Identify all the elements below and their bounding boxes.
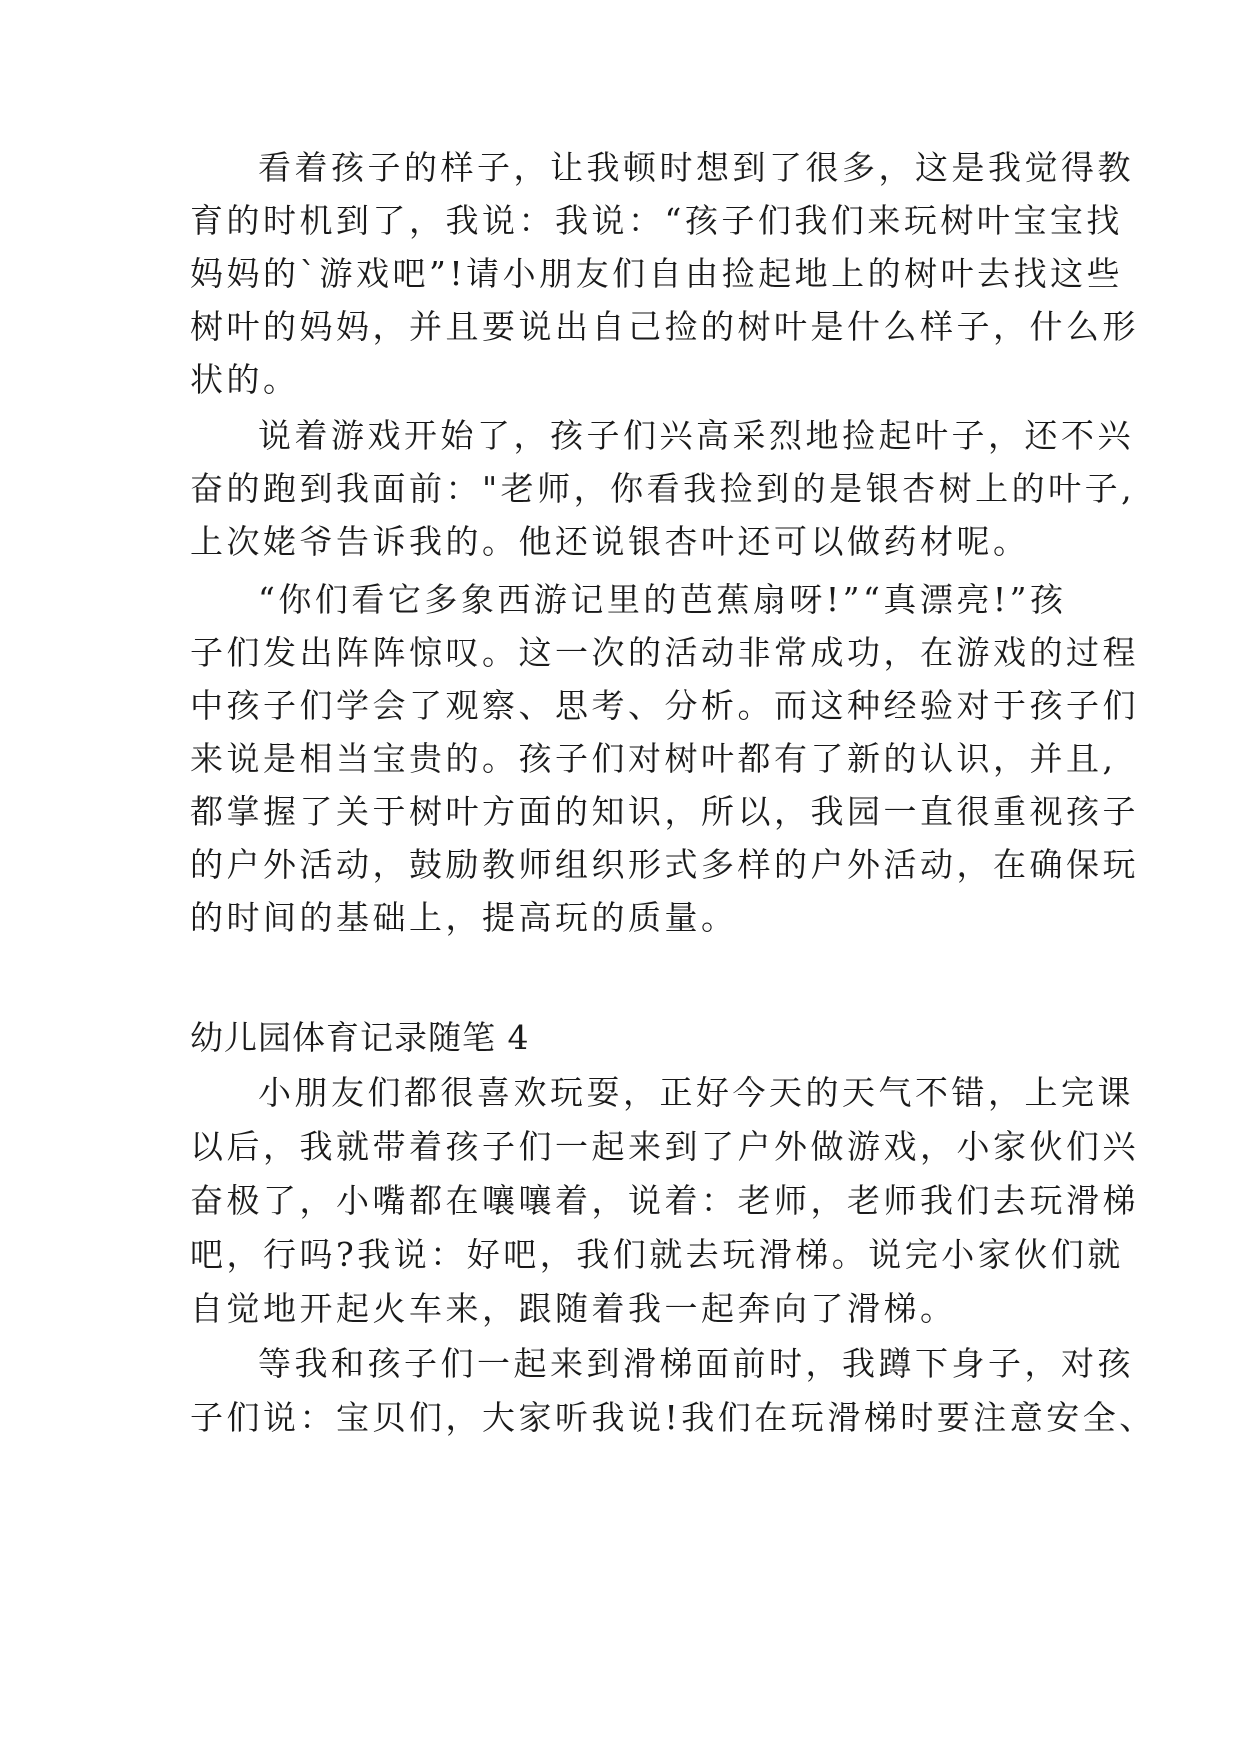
text-line: 树叶的妈妈，并且要说出自己捡的树叶是什么样子，什么形 bbox=[190, 307, 1139, 346]
text-line: 子们说：宝贝们，大家听我说!我们在玩滑梯时要注意安全、 bbox=[190, 1398, 1156, 1437]
text-line: 中孩子们学会了观察、思考、分析。而这种经验对于孩子们 bbox=[190, 686, 1139, 725]
text-line: 都掌握了关于树叶方面的知识，所以，我园一直很重视孩子 bbox=[190, 792, 1139, 831]
text-line: 育的时机到了，我说：我说：“孩子们我们来玩树叶宝宝找 bbox=[190, 201, 1123, 240]
text-line: 小朋友们都很喜欢玩耍，正好今天的天气不错，上完课 bbox=[258, 1073, 1134, 1112]
text-line: “你们看它多象西游记里的芭蕉扇呀!”“真漂亮!”孩 bbox=[258, 580, 1067, 619]
text-line: 来说是相当宝贵的。孩子们对树叶都有了新的认识，并且, bbox=[190, 739, 1117, 778]
text-line: 吧，行吗?我说：好吧，我们就去玩滑梯。说完小家伙们就 bbox=[190, 1235, 1124, 1274]
text-line: 看着孩子的样子，让我顿时想到了很多，这是我觉得教 bbox=[258, 148, 1134, 187]
text-line: 子们发出阵阵惊叹。这一次的活动非常成功，在游戏的过程 bbox=[190, 633, 1139, 672]
text-line: 奋极了，小嘴都在嚷嚷着，说着：老师，老师我们去玩滑梯 bbox=[190, 1181, 1139, 1220]
text-line: 上次姥爷告诉我的。他还说银杏叶还可以做药材呢。 bbox=[190, 522, 1030, 561]
text-line: 以后，我就带着孩子们一起来到了户外做游戏，小家伙们兴 bbox=[190, 1127, 1139, 1166]
text-line: 的户外活动，鼓励教师组织形式多样的户外活动，在确保玩 bbox=[190, 845, 1139, 884]
text-line: 说着游戏开始了，孩子们兴高采烈地捡起叶子，还不兴 bbox=[258, 416, 1134, 455]
section-heading: 幼儿园体育记录随笔 4 bbox=[190, 1018, 530, 1057]
text-line: 妈妈的`游戏吧”!请小朋友们自由捡起地上的树叶去找这些 bbox=[190, 254, 1124, 293]
text-line: 奋的跑到我面前："老师，你看我捡到的是银杏树上的叶子, bbox=[190, 469, 1136, 508]
text-line: 的时间的基础上，提高玩的质量。 bbox=[190, 898, 738, 937]
text-line: 状的。 bbox=[190, 360, 300, 399]
text-line: 自觉地开起火车来，跟随着我一起奔向了滑梯。 bbox=[190, 1289, 957, 1328]
text-line: 等我和孩子们一起来到滑梯面前时，我蹲下身子，对孩 bbox=[258, 1344, 1134, 1383]
